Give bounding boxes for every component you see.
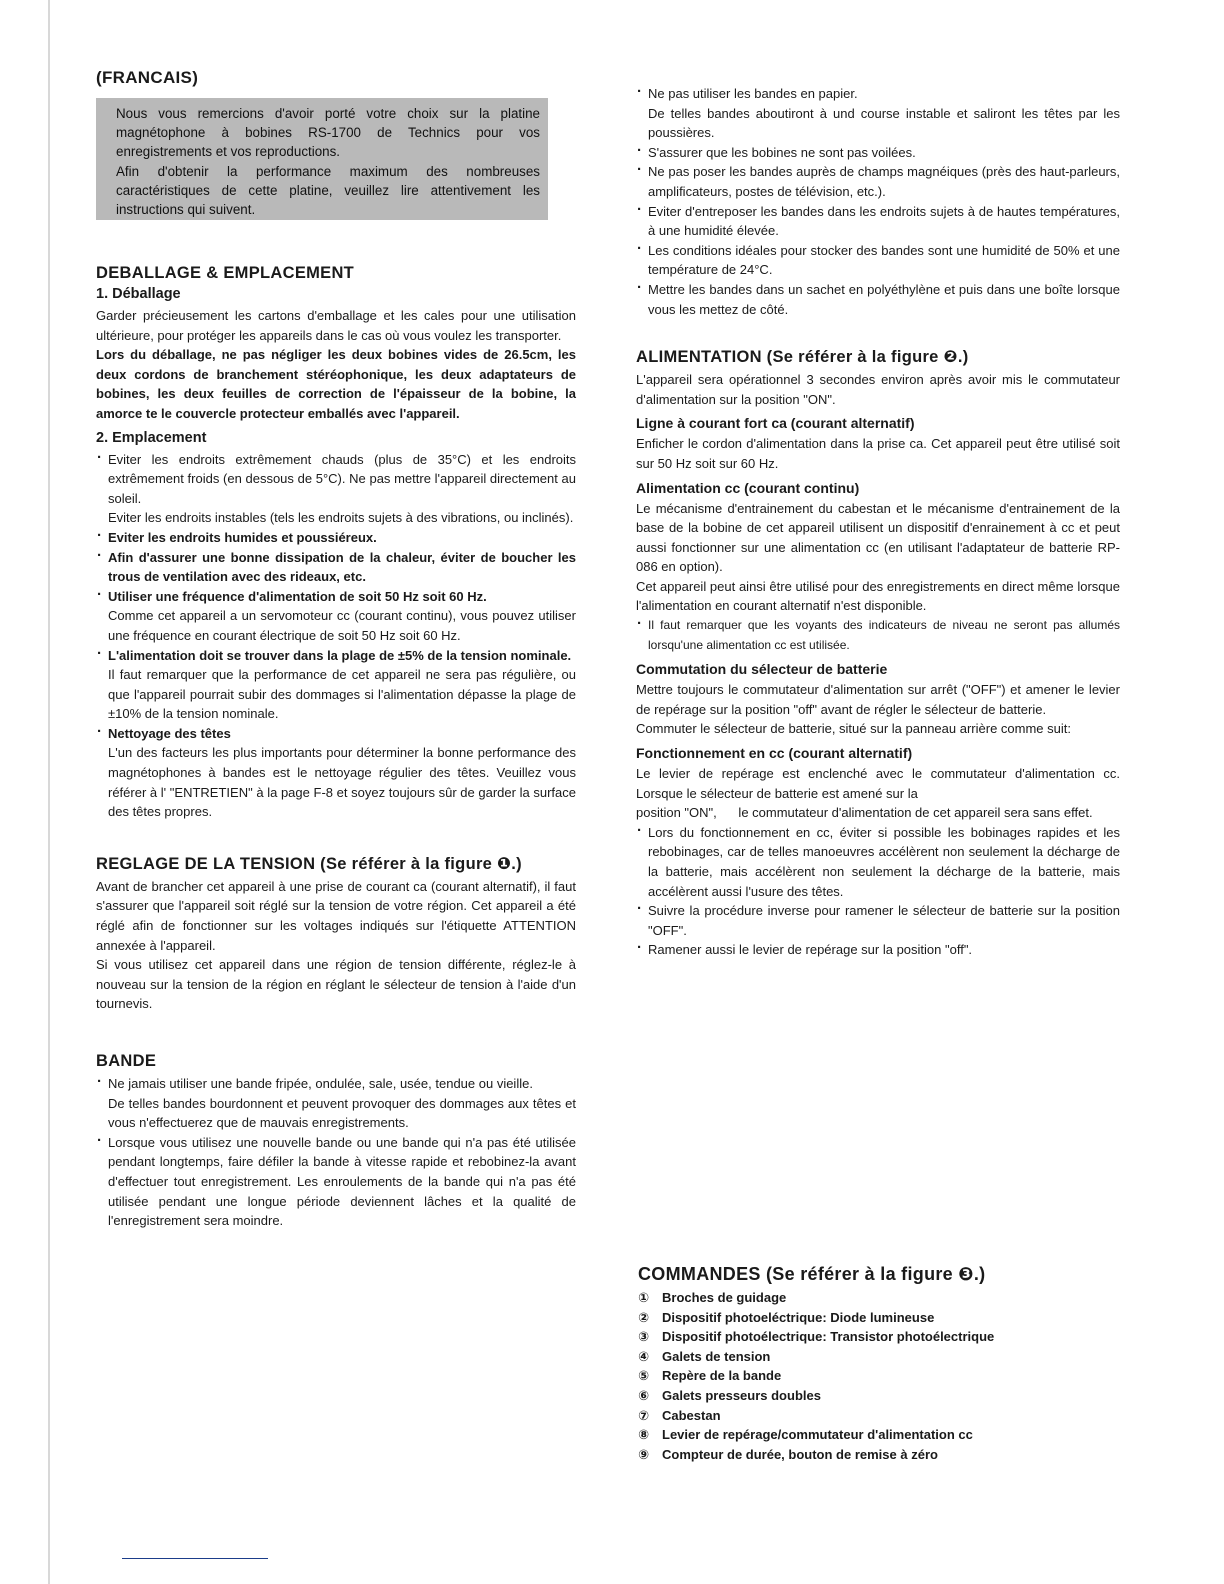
intro-box (96, 98, 548, 220)
item-label: Dispositif photoeléctrique: Diode lumineuse (662, 1309, 935, 1325)
list-item-note: L'un des facteurs les plus importants pour déterminer la bonne performance des magnétophones à bandes est le nettoyage régulier des têtes. Veuillez vous référer à l' "ENTRETIEN" à la page F-8 et soyez toujours sûr de garder la surface des têtes propres. (108, 745, 576, 820)
left-column (96, 68, 576, 1231)
subsection-title: Alimentation cc (courant continu) (636, 479, 860, 496)
item-label: Galets de tension (662, 1348, 771, 1364)
list-item (638, 1445, 1122, 1465)
paragraph: Le levier de repérage est enclenché avec le commutateur d'alimentation cc. Lorsque le sélecteur de batterie est amené sur la (636, 766, 1120, 801)
item-number: ① (638, 1290, 650, 1305)
list-item-note: Eviter les endroits instables (tels les endroits sujets à des vibrations, ou inclinés). (108, 510, 574, 526)
item-number: ⑥ (638, 1387, 650, 1403)
list-item-note: Il faut remarquer que la performance de cet appareil ne sera pas régulière, ou que l'appareil pourrait subir des dommages si l'alimentation dépasse la plage de ±10% de la tension nominale. (108, 667, 576, 722)
list-item (96, 1074, 576, 1133)
list-item (636, 143, 1120, 163)
list-item (96, 1133, 576, 1231)
list-item (638, 1308, 1122, 1328)
paragraph: Si vous utilisez cet appareil dans une région de tension différente, réglez-le à nouveau sur la tension de la région en réglant le sélecteur de tension à l'aide d'un tournevis. (96, 957, 576, 1012)
list-item (636, 823, 1120, 901)
item-label: Broches de guidage (662, 1290, 787, 1305)
section-title-bande: BANDE (96, 1052, 157, 1070)
list-item-text: · Afin d'assurer une bonne dissipation de la chaleur, éviter de boucher les trous de ventilation avec des rideaux, etc. (108, 549, 576, 585)
list-item-text: · Nettoyage des têtes (108, 725, 231, 741)
list-item (638, 1366, 1122, 1386)
language-title: (FRANCAIS) (96, 68, 199, 87)
scan-edge (48, 0, 50, 1584)
list-item-note: Comme cet appareil a un servomoteur cc (courant continu), vous pouvez utiliser une fréquence en courant électrique de soit 50 Hz soit 60 Hz. (108, 608, 576, 643)
list-item-text: · Eviter les endroits humides et poussiéreux. (108, 529, 377, 545)
list-item-text: · Ne jamais utiliser une bande fripée, ondulée, sale, usée, tendue ou vieille. (108, 1076, 533, 1091)
subsection-title: Commutation du sélecteur de batterie (636, 661, 888, 678)
item-number: ② (638, 1309, 650, 1325)
paragraph: Mettre toujours le commutateur d'alimentation sur arrêt ("OFF") et amener le levier de repérage sur la position "off" avant de régler le sélecteur de batterie. (636, 682, 1120, 717)
item-number: ⑨ (638, 1446, 650, 1462)
bande-continued-list (636, 84, 1120, 319)
item-label: Levier de repérage/commutateur d'alimentation cc (662, 1427, 973, 1443)
commandes-section (638, 1264, 1122, 1464)
list-item-text: · Les conditions idéales pour stocker des bandes sont une humidité de 50% et une température de 24°C. (648, 242, 1120, 278)
list-item-text: · Suivre la procédure inverse pour ramener le sélecteur de batterie sur la position "OFF". (648, 903, 1120, 938)
item-label: Compteur de durée, bouton de remise à zéro (662, 1446, 938, 1462)
right-column (636, 84, 1120, 960)
paragraph: Commuter le sélecteur de batterie, situé sur la panneau arrière comme suit: (636, 721, 1071, 737)
paragraph: Enficher le cordon d'alimentation dans la prise ca. Cet appareil peut être utilisé soit sur 50 Hz soit sur 60 Hz. (636, 436, 1120, 471)
list-item-note: De telles bandes aboutiront à und course instable et saliront les têtes par les poussières. (648, 105, 1120, 141)
list-item (636, 940, 1120, 960)
list-item-text: · Mettre les bandes dans un sachet en polyéthylène et puis dans une boîte lorsque vous les mettez de côté. (648, 281, 1120, 317)
list-item-text: · Il faut remarquer que les voyants des indicateurs de niveau ne seront pas allumés lorsqu'une alimentation cc est utilisée. (648, 618, 1120, 652)
item-number: ⑦ (638, 1407, 650, 1423)
list-item (96, 450, 576, 528)
section-title-deballage: DEBALLAGE & EMPLACEMENT (96, 264, 355, 282)
list-item (96, 587, 576, 646)
list-item-text: · Ramener aussi le levier de repérage sur la position "off". (648, 942, 973, 958)
list-item (638, 1327, 1122, 1347)
list-item (96, 724, 576, 822)
item-label: Dispositif photoélectrique: Transistor photoélectrique (662, 1329, 995, 1345)
list-item (636, 280, 1120, 319)
item-label: Repère de la bande (662, 1368, 782, 1384)
emplacement-list (96, 450, 576, 822)
list-item (636, 901, 1120, 940)
list-item (96, 528, 576, 548)
list-item-text: · Ne pas utiliser les bandes en papier. (648, 86, 858, 101)
list-item (638, 1425, 1122, 1445)
list-item (636, 616, 1120, 655)
paragraph: L'appareil sera opérationnel 3 secondes environ après avoir mis le commutateur d'alimentation sur la position "ON". (636, 372, 1120, 407)
item-label: Galets presseurs doubles (662, 1387, 821, 1403)
list-item-text: · Eviter d'entreposer les bandes dans les endroits sujets à de hautes températures, à une humidité élevée. (648, 203, 1120, 239)
list-item-text: · L'alimentation doit se trouver dans la plage de ±5% de la tension nominale. (108, 647, 572, 663)
item-number: ④ (638, 1348, 650, 1364)
intro-paragraph: Afin d'obtenir la performance maximum des nombreuses caractéristiques de cette platine, veuillez lire attentivement les instructions qui suivent. (116, 163, 540, 218)
section-title-tension: REGLAGE DE LA TENSION (Se référer à la figure ❶.) (96, 854, 522, 873)
list-item (638, 1347, 1122, 1367)
list-item (96, 646, 576, 724)
list-item (636, 241, 1120, 280)
paragraph: Garder précieusement les cartons d'emballage et les cales pour une utilisation ultérieure, pour protéger les appareils dans le cas où vous voulez les transporter. (96, 308, 576, 343)
list-item (638, 1288, 1122, 1308)
footer-rule (122, 1558, 268, 1559)
list-item (96, 548, 576, 587)
list-item (636, 84, 1120, 143)
note-list (636, 616, 1120, 655)
subsection-title: 2. Emplacement (96, 429, 207, 446)
fonctionnement-list (636, 823, 1120, 960)
item-label: Cabestan (662, 1407, 721, 1423)
subsection-title: Fonctionnement en cc (courant alternatif) (636, 745, 913, 762)
list-item (636, 162, 1120, 201)
commandes-list (638, 1288, 1122, 1464)
list-item-text: · Utiliser une fréquence d'alimentation de soit 50 Hz soit 60 Hz. (108, 588, 487, 604)
intro-paragraph: Nous vous remercions d'avoir porté votre choix sur la platine magnétophone à bobines RS-1700 de Technics pour vos enregistrements et vos reproductions. (116, 106, 540, 160)
subsection-title: Ligne à courant fort ca (courant alternatif) (636, 415, 915, 432)
list-item-text: · S'assurer que les bobines ne sont pas voilées. (648, 144, 916, 160)
section-title-commandes: COMMANDES (Se référer à la figure ❸.) (638, 1264, 986, 1284)
list-item-note: De telles bandes bourdonnent et peuvent provoquer des dommages aux têtes et vous n'effectuerez que de mauvais enregistrements. (108, 1095, 576, 1131)
item-number: ⑧ (638, 1427, 650, 1443)
list-item (638, 1386, 1122, 1406)
list-item (636, 202, 1120, 241)
list-item-text: · Lors du fonctionnement en cc, éviter si possible les bobinages rapides et les rebobinages, car de telles manoeuvres accélèrent non seulement la décharge de la batterie, mais accélèrent non seulement la décharge de la batterie, mais accélèrent aussi l'usure des têtes. (648, 824, 1120, 899)
item-number: ⑤ (638, 1368, 650, 1384)
list-item (638, 1406, 1122, 1426)
list-item-text: · Lorsque vous utilisez une nouvelle bande ou une bande qui n'a pas été utilisée pendant longtemps, faire défiler la bande à vitesse rapide et rebobinez-la avant d'effectuer tout enregistrement. Les enroulements de la bande qui n'a pas été utilisée pendant une longue période deviennent lâches et la qualité de l'enregistrement sera moindre. (108, 1134, 576, 1229)
paragraph: Cet appareil peut ainsi être utilisé pour des enregistrements en direct même lorsque l'alimentation en courant alternatif n'est disponible. (636, 578, 1120, 614)
list-item-text: · Ne pas poser les bandes auprès de champs magnéiques (près des haut-parleurs, amplificateurs, postes de télévision, etc.). (648, 164, 1120, 199)
section-title-alimentation: ALIMENTATION (Se référer à la figure ❷.) (636, 348, 969, 367)
item-number: ③ (638, 1329, 650, 1345)
paragraph: position "ON", le commutateur d'alimentation de cet appareil sera sans effet. (636, 805, 1093, 821)
paragraph: Lors du déballage, ne pas négliger les deux bobines vides de 26.5cm, les deux cordons de branchement stéréophonique, les deux adaptateurs de bobines, les deux feuilles de correction de l'épaisseur de la bobine, la amorce te le couvercle protecteur emballés avec l'appareil. (96, 347, 576, 421)
list-item-text: · Eviter les endroits extrêmement chauds (plus de 35°C) et les endroits extrêmement froids (en dessous de 5°C). Ne pas mettre l'appareil directement au soleil. (108, 451, 576, 506)
subsection-title: 1. Déballage (96, 286, 181, 302)
paragraph: Avant de brancher cet appareil à une prise de courant ca (courant alternatif), il faut s'assurer que l'appareil soit réglé sur la tension de votre région. Cet appareil a été réglé afin de fonctionner sur les voltages indiqués sur l'étiquette ATTENTION annexée à l'appareil. (96, 878, 576, 953)
bande-list (96, 1074, 576, 1231)
paragraph: Le mécanisme d'entrainement du cabestan et le mécanisme d'entrainement de la base de la bobine de cet appareil utilisent un dispositif d'enrainement à cc et peut aussi fonctionner sur une alimentation cc (en utilisant l'adaptateur de batterie RP-086 en option). (636, 500, 1120, 575)
